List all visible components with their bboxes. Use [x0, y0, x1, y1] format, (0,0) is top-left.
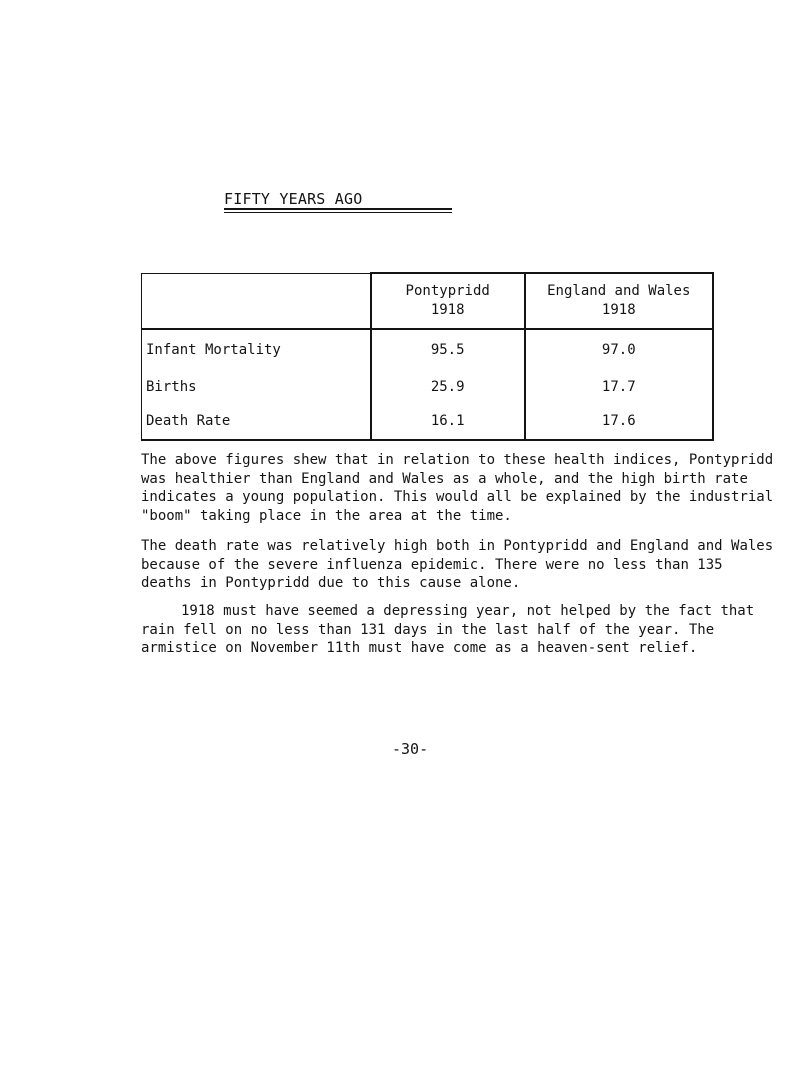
table-header-row — [142, 273, 714, 329]
england-wales-value: 17.7 — [525, 370, 713, 403]
table-row — [142, 403, 714, 440]
page-title: FIFTY YEARS AGO — [224, 190, 363, 208]
health-statistics-table — [141, 272, 714, 441]
table-corner-cell — [142, 273, 371, 329]
page-number: -30- — [392, 740, 429, 758]
body-paragraph: The death rate was relatively high both in Pontypridd and England and Wales because of the severe influenza epidemic. There were no less than 135 deaths in Pontypridd due to this cause alone. — [141, 538, 774, 591]
heading-underline — [224, 208, 452, 210]
pontypridd-value: 95.5 — [371, 329, 525, 370]
table-row — [142, 329, 714, 370]
column-header-pontypridd — [371, 273, 525, 329]
england-wales-value: 97.0 — [525, 329, 713, 370]
body-paragraph: The above figures shew that in relation to these health indices, Pontypridd was healthier than England and Wales as a whole, and the high birth rate indicates a young population. This would all be explained by the industrial "boom" taking place in the area at the time. — [141, 452, 774, 524]
column-header-year: 1918 — [601, 302, 636, 318]
england-wales-value: 17.6 — [525, 403, 713, 440]
column-header-year: 1918 — [430, 302, 465, 318]
pontypridd-value: 25.9 — [371, 370, 525, 403]
column-header-line: England and Wales — [547, 283, 691, 299]
body-paragraph: 1918 must have seemed a depressing year, not helped by the fact that rain fell on no less than 131 days in the last half of the year. The armistice on November 11th must have come as a heaven-sent relief. — [141, 603, 755, 656]
column-header-line: Pontypridd — [405, 283, 490, 299]
table-row — [142, 370, 714, 403]
row-label: Death Rate — [142, 403, 371, 440]
column-header-england-wales — [525, 273, 713, 329]
pontypridd-value: 16.1 — [371, 403, 525, 440]
row-label: Infant Mortality — [142, 329, 371, 370]
heading-underline-second — [224, 212, 452, 213]
row-label: Births — [142, 370, 371, 403]
